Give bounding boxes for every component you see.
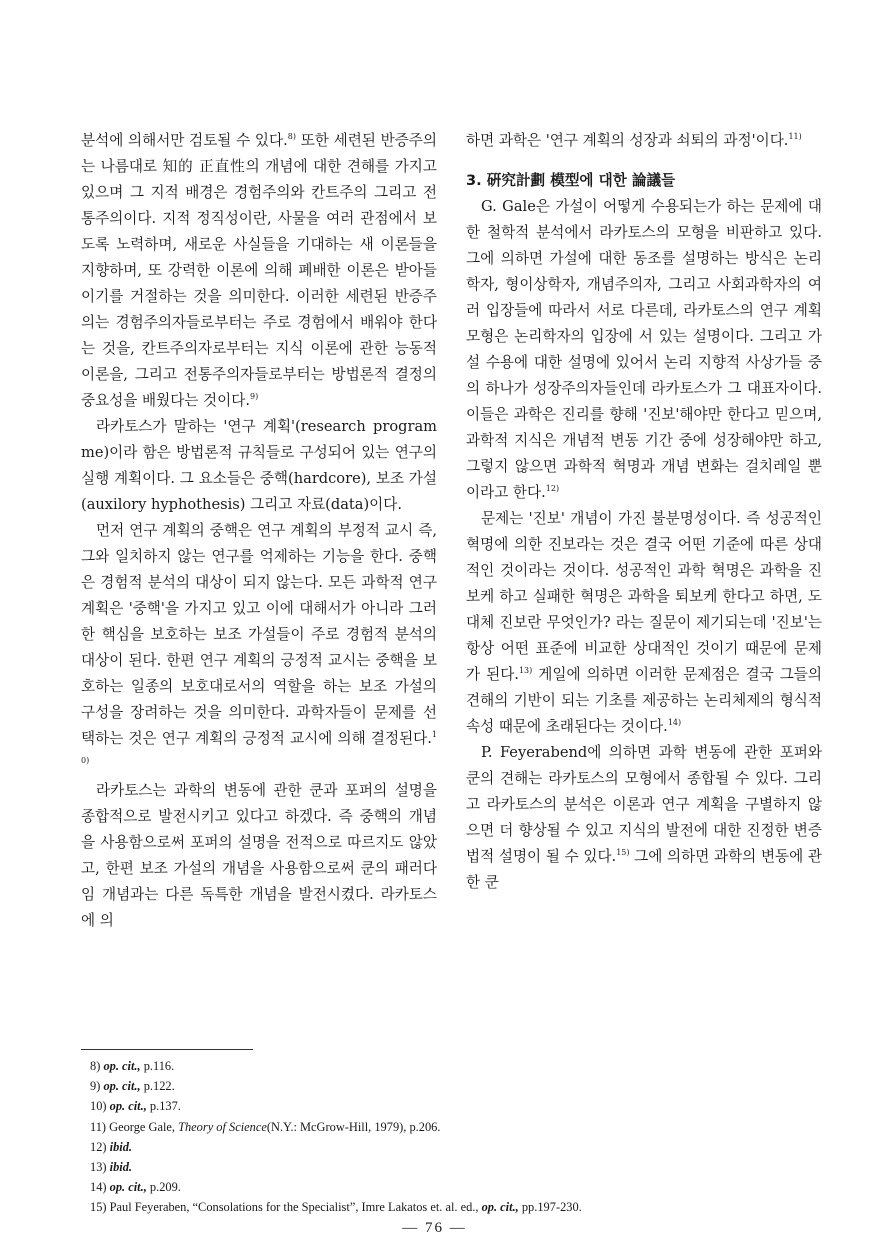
footnote-text: p.116.	[140, 1059, 175, 1073]
footnote-number: 11)	[90, 1119, 107, 1134]
text-run: 먼저 연구 계획의 중핵은 연구 계획의 부정적 교시 즉, 그와 일치하지 않는 연구를 억제하는 기능을 한다. 중핵은 경험적 분석의 대상이 되지 않는다. 모든 과학적 연구 계획은 '중핵'을 가지고 있고 이에 대해서가 아니라 그러한 핵심을 보호하는 보조 가설들이 주로 경험적 분석의 대상이 된다. 한편 연구 계획의 긍정적 교시는 중핵을 보호하는 일종의 보호대로서의 역할을 하는 보조 가설의 구성을 장려하는 것을 의미한다. 과학자들이 문제를 선택하는 것은 연구 계획의 긍정적 교시에 의해 결정된다.	[81, 522, 437, 747]
right-paragraph-3	[466, 506, 822, 740]
footnote	[90, 1056, 810, 1076]
citation: op. cit.,	[109, 1180, 147, 1195]
section-heading: 3. 硏究計劃 模型에 대한 論議들	[466, 172, 676, 189]
footnote-ref[interactable]: 13)	[518, 666, 533, 676]
citation: ibid.	[109, 1160, 133, 1175]
footnote-ref[interactable]: 8)	[287, 132, 296, 142]
text-run: P. Feyerabend에 의하면 과학 변동에 관한 포퍼와 쿤의 견해는 라카토스의 모형에서 종합될 수 있다. 그리고 라카토스의 분석은 이론과 연구 계획을 구별하지 않으면 더 향상될 수 있고 지식의 발전에 대한 진정한 변증법적 설명이 될 수 있다.	[466, 744, 822, 865]
footnote	[90, 1117, 810, 1137]
right-paragraph-1	[466, 128, 822, 154]
footnote	[90, 1157, 810, 1177]
left-paragraph-2: 라카토스가 말하는 '연구 계획'(research programme)이라 함은 방법론적 규칙들로 구성되어 있는 연구의 실행 계획이다. 그 요소들은 중핵(hardcore), 보조 가설(auxilory hyphothesis) 그리고 자료(data)이다.	[81, 418, 437, 513]
left-column	[81, 128, 437, 934]
footnote-text: p.122.	[140, 1079, 175, 1094]
footnote-text: (N.Y.: McGrow-Hill, 1979), p.206.	[266, 1119, 441, 1134]
left-paragraph-4: 라카토스는 과학의 변동에 관한 쿤과 포퍼의 설명을 종합적으로 발전시키고 있다고 하겠다. 즉 중핵의 개념을 사용함으로써 포퍼의 설명을 전적으로 따르지도 않았고, 한편 보조 가설의 개념을 사용함으로써 쿤의 패러다임 개념과는 다른 독특한 개념을 발전시켰다. 라카토스에 의	[81, 782, 437, 929]
footnote-text: George Gale,	[106, 1119, 179, 1134]
citation: op. cit.,	[103, 1059, 141, 1073]
text-run: 또한 세련된 반증주의는 나름대로 知的 正直性의 개념에 대한 견해를 가지고 있으며 그 지적 배경은 경험주의와 칸트주의 그리고 전통주의이다. 지적 정직성이란, 사물을 여러 관점에서 보도록 노력하며, 새로운 사실들을 기대하는 새 이론들을 지향하며, 또 강력한 이론에 의해 폐배한 이론은 받아들이기를 거절하는 것을 의미한다. 이러한 세련된 반증주의는 경험주의자들로부터는 주로 경험에서 배워야 한다는 것을, 칸트주의자로부터는 지식 이론에 관한 능동적 이론을, 그리고 전통주의자들로부터는 방법론적 결정의 중요성을 배웠다는 것이다.	[81, 132, 438, 409]
right-column	[466, 128, 822, 896]
footnote-number: 12)	[90, 1139, 107, 1154]
footnote-number: 9)	[90, 1079, 101, 1094]
footnote-ref[interactable]: 14)	[667, 718, 682, 728]
footnote-number: 14)	[90, 1180, 107, 1195]
text-run: 하면 과학은 '연구 계획의 성장과 쇠퇴의 과정'이다.	[466, 132, 789, 149]
book-title: Theory of Science	[178, 1119, 267, 1134]
footnote-ref[interactable]: 10)	[81, 730, 437, 766]
citation: op. cit.,	[103, 1079, 141, 1094]
footnote-number: 13)	[90, 1160, 107, 1175]
footnote-text: pp.197-230.	[518, 1200, 582, 1215]
text-run: 문제는 '진보' 개념이 가진 불분명성이다. 즉 성공적인 혁명에 의한 진보라는 것은 결국 어떤 기준에 따른 상대적인 것이라는 것이다. 성공적인 과학 혁명은 과학을 진보케 하고 실패한 혁명은 과학을 퇴보케 한다고 하면, 도대체 진보란 무엇인가? 라는 질문이 제기되는데 '진보'는 항상 어떤 표준에 비교한 상대적인 것이기 때문에 문제가 된다.	[466, 510, 822, 683]
footnotes	[90, 1056, 810, 1218]
footnote-ref[interactable]: 11)	[788, 132, 802, 142]
footnote-ref[interactable]: 12)	[545, 484, 560, 494]
footnote	[90, 1096, 810, 1116]
footnote-number: 15)	[90, 1200, 107, 1215]
text-run: 분석에 의해서만 검토될 수 있다.	[81, 132, 288, 149]
footnote-ref[interactable]: 15)	[616, 848, 630, 858]
page-number: — 76 —	[402, 1220, 467, 1236]
footnote	[90, 1076, 810, 1096]
right-paragraph-4	[466, 740, 822, 896]
footnote-number: 10)	[90, 1099, 107, 1114]
citation: ibid.	[109, 1139, 133, 1154]
citation: op. cit.,	[481, 1200, 519, 1215]
text-run: 게일에 의하면 이러한 문제점은 결국 그들의 견해의 기반이 되는 기초를 제공하는 논리체제의 형식적 속성 때문에 초래된다는 것이다.	[466, 666, 822, 735]
footnote-text: p.209.	[146, 1180, 181, 1195]
left-paragraph-3	[81, 518, 437, 778]
footnote-text: p.137.	[146, 1099, 181, 1114]
footnote	[90, 1197, 810, 1217]
left-paragraph-1	[81, 128, 437, 414]
footnote	[90, 1177, 810, 1197]
footnote-ref[interactable]: 9)	[250, 392, 259, 402]
right-paragraph-2	[466, 194, 822, 506]
citation: op. cit.,	[109, 1099, 147, 1114]
footnote-number: 8)	[90, 1059, 101, 1073]
footnote-text: Paul Feyeraben, “Consolations for the Specialist”, Imre Lakatos et. al. ed.,	[106, 1200, 482, 1215]
footnote	[90, 1137, 810, 1157]
footnote-divider	[81, 1049, 253, 1050]
text-run: G. Gale은 가설이 어떻게 수용되는가 하는 문제에 대한 철학적 분석에서 라카토스의 모형을 비판하고 있다. 그에 의하면 가설에 대한 동조를 설명하는 방식은 논리학자, 형이상학자, 개념주의자, 그리고 사회과학자의 여러 입장들에 따라서 서로 다른데, 라카토스의 연구 계획 모형은 논리학자의 입장에 서 있는 설명이다. 그리고 가설 수용에 대한 설명에 있어서 논리 지향적 사상가들 중의 하나가 성장주의자들인데 라카토스가 그 대표자이다. 이들은 과학은 진리를 향해 '진보'해야만 한다고 믿으며, 과학적 지식은 개념적 변동 기간 중에 성장해야만 하고, 그렇지 않으면 과학적 혁명과 개념 변화는 걸치레일 뿐이라고 한다.	[466, 198, 822, 501]
text-run: 그에 의하면 과학의 변동에 관한 쿤	[466, 848, 822, 891]
